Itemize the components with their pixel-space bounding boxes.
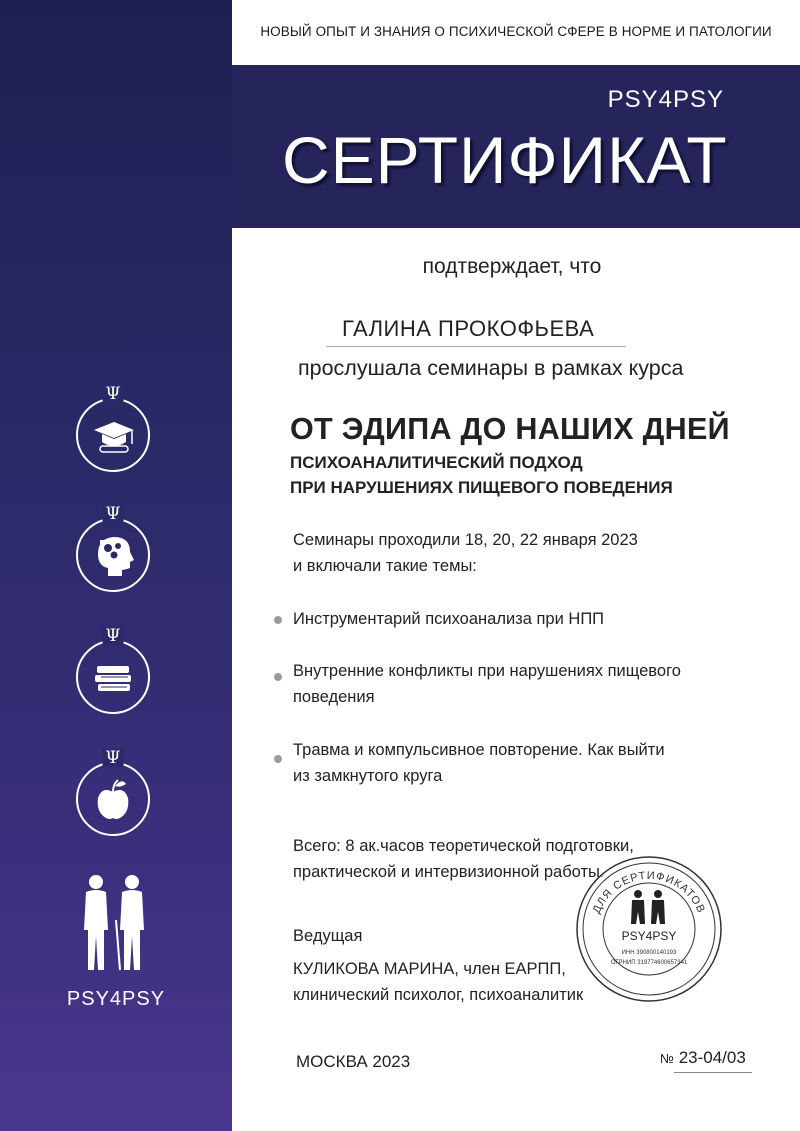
certificate-title: СЕРТИФИКАТ xyxy=(282,123,728,197)
course-subtitle-line2: ПРИ НАРУШЕНИЯХ ПИЩЕВОГО ПОВЕДЕНИЯ xyxy=(290,478,673,497)
host-label: Ведущая xyxy=(293,927,363,945)
stamp-brand: PSY4PSY xyxy=(621,929,677,943)
bullet-dot xyxy=(274,616,282,624)
course-subtitle-line1: ПСИХОАНАЛИТИЧЕСКИЙ ПОДХОД xyxy=(290,453,583,472)
graduation-cap-icon xyxy=(76,384,150,472)
city-year: МОСКВА 2023 xyxy=(296,1052,411,1071)
host-role: клинический психолог, психоаналитик xyxy=(293,986,584,1004)
confirms-text: подтверждает, что xyxy=(422,255,602,278)
number-prefix: № xyxy=(660,1051,674,1066)
banner-brand: PSY4PSY xyxy=(607,86,724,113)
books-icon xyxy=(76,626,150,714)
stamp-ogrnip: ОГРНИП 319774600657341 xyxy=(610,960,688,966)
number-underline xyxy=(674,1072,752,1073)
sidebar xyxy=(0,0,232,1131)
topic-2-line1: Внутренние конфликты при нарушениях пищевого xyxy=(293,662,681,680)
psi-symbol: Ψ xyxy=(103,385,124,403)
round-stamp xyxy=(574,854,724,1009)
psi-symbol: Ψ xyxy=(103,627,124,645)
dates-line1: Семинары проходили 18, 20, 22 января 2023 xyxy=(293,531,638,549)
attended-text: прослушала семинары в рамках курса xyxy=(298,356,684,380)
psi-symbol: Ψ xyxy=(103,505,124,523)
stamp-inn: ИНН 390800140193 xyxy=(621,950,677,956)
topic-2-line2: поведения xyxy=(293,688,375,706)
host-name: КУЛИКОВА МАРИНА, член ЕАРПП, xyxy=(293,960,566,978)
sidebar-brand: PSY4PSY xyxy=(66,988,166,1010)
apple-icon xyxy=(76,748,150,836)
topic-1: Инструментарий психоанализа при НПП xyxy=(293,610,605,628)
certificate-number xyxy=(660,1048,746,1068)
psi-symbol: Ψ xyxy=(103,749,124,767)
stamp-arc-text: ДЛЯ СЕРТИФИКАТОВ xyxy=(590,869,708,916)
dates-line2: и включали такие темы: xyxy=(293,557,477,575)
topic-3-line2: из замкнутого круга xyxy=(293,767,443,785)
course-title: ОТ ЭДИПА ДО НАШИХ ДНЕЙ xyxy=(290,412,730,446)
number-value: 23-04/03 xyxy=(678,1048,746,1067)
head-puzzle-icon xyxy=(76,504,150,592)
tagline: НОВЫЙ ОПЫТ И ЗНАНИЯ О ПСИХИЧЕСКОЙ СФЕРЕ В НОРМЕ И ПАТОЛОГИИ xyxy=(260,24,772,39)
recipient-underline xyxy=(326,346,626,347)
two-figures-illustration xyxy=(76,870,156,979)
topic-3-line1: Травма и компульсивное повторение. Как выйти xyxy=(293,741,665,759)
recipient-name: ГАЛИНА ПРОКОФЬЕВА xyxy=(342,316,595,341)
total-line2: практической и интервизионной работы. xyxy=(293,863,605,881)
total-line1: Всего: 8 ак.часов теоретической подготовки, xyxy=(293,837,634,855)
bullet-dot xyxy=(274,673,282,681)
bullet-dot xyxy=(274,755,282,763)
